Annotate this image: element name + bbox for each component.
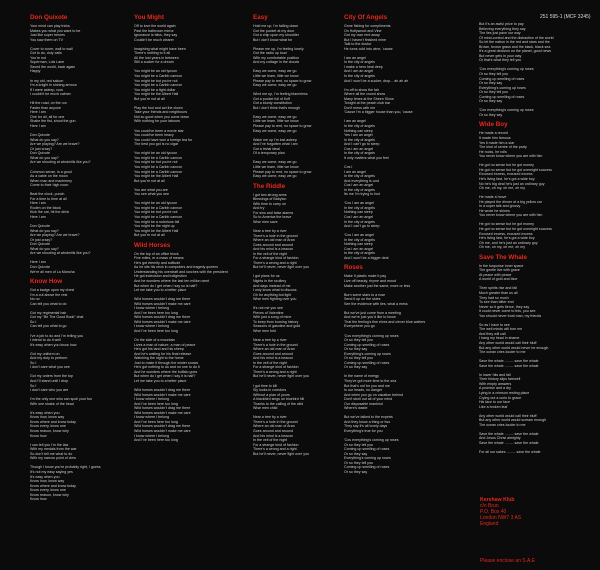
song-title: You Might — [134, 14, 164, 21]
song-lyrics: In the turquoise inner space The gentle live with grace At peace with peace A world of gold and blue Their spirits rise and fall Much greater than us all They had so much To see than bitter end Never so it gets fierce, they say It could never come to this, you see You should never trust man, my friends So as I have to see The well minds will turn me And they will call I hang my head in shame Any other world would call their bluff But any other world would never be enough The ocean cries louder to me Save the whale ......... save the whale Save the whale ......... save the whale In lower hits and fall Their history slips farewell With empty answers A promise and a dry Lying in a crimson resting place Crying out a curio to grace His face to our face Like a broken leaf Any other world would call their bluff But any other world would scream enough The ocean cries louder to me Save the whale ......... save the whale And Jesus Christ almighty Save the whale ......... save the whale For all our sakes ......... save the whale — [479, 263, 549, 455]
song-title: Don Quixote — [30, 14, 68, 21]
song-lyrics: Gone fishing for compliments On Hollywood and Vine Got my own rent away But I haven't finished mine Talk to the doctor He turns cold into wine, 'cause I am an angel In the city of angels I make a hero heal deep And I am an angel In the city of angels And I won't be a sucker, drop... ah ah ah I'm off to show the fair Where all the crowd show Many times at the Sheen Show Tonight at the peach club bar Don't mess with me 'Cause I'm a bigger house than you, 'cause I am an angel In the city of angels Nothing can sleep Yes I am an angel In the city of angels And I can't go to sleep Cos I am an angel In the city of angels It only matters what you feel Cos I I am an angel In the city of angels And everything is cool Cos I am an angel In the city of angels Its me I'm trying to fool 'Cos I am an angel In the city of angels Nothing can sleep Cos I am an angel In the city of angels And I can't go to sleep 'Cos I am an angel In the city of angels Nothing can sleep Cos I am an angel In the city of angels And I won't be a bigger deal — [344, 24, 413, 260]
song-lyrics: He made a record It made him famous Yes it made him a star The kind of centre of the party He rocks, he rolls You never know where you are with him He got no sense but he got money He got no sense but he got overnight success Excused excess, excused excess He's living fast, he's got a wide boy No he's big deal he's just an ordinary guy Oh me, oh my, oh me, oh my He made a move He played the dinner of a big yellow car In a super talk and groovy He wrote he shines You never know where you are with him He got no sense but he got money He got no sense but he got overnight success Excused excess, excused excess He's living fast, he's got a wide boy Oh me, and he's just an ordinary guy Oh me, oh my, oh me, oh my — [479, 131, 552, 250]
song-save-the-whale — [479, 254, 597, 455]
song-roses — [344, 264, 456, 474]
song-lyrics: I got two strong arms Blessings of Babylon With time to carry on And try For sins and false alarms So to America the brave Wise men save Near a tree by a river There's a hole in the ground Where an old man of Aran Goes around and around And his mind is a beacon In the veil of the night For a strange kind of fashion There's a wrong and a right But he'll never, never fight over you I got plans for us Nights in the scullery And days instead of me I only know what to discuss Oh for anything but light Wise men fighting over you It's not me you see Pieces of Valentine With just a song of mine To keep from burning history Seasons of gasoline and gold Wise men fold Near a tree by a river There's a hole in the ground Where an old man of Aran Goes around and around And his mind is a beacon In the veil of the night For a strange kind of fashion There's a wrong and a right But he'll never, never fight over you I got time to kill Sly looks in corridors Without a plan of yours A blackbird sings on bluebird hill Thanks to the calling of the wild Wise men child Near a tree by a river There's a hole in the ground Where an old man of Aran Goes around and around And his mind is a beacon In the veil of the night For a strange kind of fashion There's a wrong and a right But he'll never, never fight over you — [253, 192, 310, 456]
song-lyrics: Make it plastic make it pay Live off beauty, rhyme and mood Make another just the same, more or less Burn some stars to a rose Send it up on the skies See the evidence with lies, what a mess But we've just come from a meeting And we're just you'd like to know That the feeling's fine elves and clever blue waiters Everywhere you go 'Cos everything's coming up roses Or so they tell you Coming up smelling of roses Or so they say Everything's coming up roses Or so they tell you Coming up smelling of roses Or so they say In the name of energy They've got more time to the sea But that's not for you and me In our heads, no danger And when you go on vacation behind Don't stroll out all of your mind Our disposable mankind Where's waste But we've talked to the experts And they know a thing or two They say it's all lovely days Everything's true for you 'Cos everything's coming up roses Or so they tell you Coming up smelling of roses Or so they say Everything's coming up roses Or so they tell you Coming up smelling of roses Or so they say — [344, 274, 426, 474]
fan-club-address-lines: c/o Brun P.O. Box 40 London NW7 3 AS England — [480, 503, 522, 527]
song-lyrics: Got a badge upon my chest I'm a cut above the rest No no Can tell you what to do Got my regimental hair Got my "Be The Good Book" chat So I Can tell you what to go I've a job to do and I'm telling you I intend to do it well It's easy when you know how Got my uniform on And my duty to perform So I I don't care what you see Got my orders from the top And I'll stand until I drop So I I don't care who you are I'm the only one who can spoil your fun With one shake of the head It's easy when you Know how, know way Know where and know today Know every, know one Know reason, know why Know how I can tell you I'm the law With my medals from the war So don't tell me what to do With my narrow point of view Though I know you're probably right, I guess It's not my easy saying yes It's easy when you Know how, know way Know where and know today Know every, know one Know reason, know why Know how — [30, 288, 101, 502]
song-wide-boy — [479, 121, 597, 249]
catalog-number: 251 595-1 (MCF 3245) — [540, 14, 591, 20]
song-lyrics: Off to love the world again Past the bathroom mirror Ignorance is bliss, they say Couldn't be much clearer Imagining what might have been There's nothing to it all All the lost years in between Still a sucker for a dream You might be an old tycoon You might be a Caribb cannon You might be but you're not You might be a Caribb cannon You might be a tight dollar You might be the Albert Hall But you're not at all Play the fool and act the clown Take your friends and neighbours Not so good when you come down With nothing for your labours You could've been a movie star You could've been heavy You could have won a foreign tea for The best you got is no cigar You might be an old tycoon You might be a Caribb cannon You might be but you're not You might be a Caribb cannon You might be a Caribb cannon You might be the Albert Hall But you're not at all You are what you are You see what you see You might be an old tycoon You might be a Caribb cannon You might be but you're not You might be a Caribb cannon You might be a notorious fall You might be the night up You might be the Albert Hall But you're not at all — [134, 24, 193, 238]
song-title: Save The Whale — [479, 253, 527, 261]
song-you-might — [134, 14, 246, 238]
fan-club-address — [480, 497, 590, 527]
song-title: Roses — [344, 264, 363, 272]
song-title: Easy — [253, 14, 268, 21]
address-note: Please enclose an S.A.E — [480, 558, 536, 564]
song-title: City Of Angels — [344, 14, 388, 21]
fan-club-name: Kershaw Klub — [480, 497, 515, 503]
song-roses-continued — [479, 22, 597, 117]
song-title: The Riddle — [253, 182, 286, 190]
song-lyrics: On the top of an office block Five miles, or a mass of means He's got eternity and solitude As he sits his neck in computers and tragedy queens Understanding his overdraft and lunches with the president He got indecision and indigestion And he wonders where the last ten million went But when do I get when I say so is half? Let me take you to a better place Wild horses wouldn't drag me there Wild horses wouldn't make me care I know where I belong And I've been here too long Wild horses wouldn't drag me there Wild horses wouldn't make me care I know where I belong And I've been here too long On the side of a mountain Lives a man of nature, a man of peace He's got his land and his sheep And he's waiting for his final release Watching the night to the home Just to make it through the winter snows He's got nothing to do and no one to do it And he wonders where the buffalo goes But when do I get when I say it is half? Let me take you to a better place Wild horses wouldn't drag me there Wild horses wouldn't make me care I know where I belong And I've been here too long Wild horses wouldn't drag me there Wild horses wouldn't make me care I know where I belong And I've been here too long Wild horses wouldn't drag me there Wild horses wouldn't make me care I know where I belong And I've been here too long — [134, 251, 228, 443]
song-wild-horses — [134, 242, 246, 443]
lyrics-column-1 — [30, 14, 142, 506]
song-title: Wild Horses — [134, 241, 171, 249]
song-city-of-angels — [344, 14, 456, 260]
song-title: Know How — [30, 278, 63, 286]
song-don-quixote — [30, 14, 142, 274]
lyrics-column-5 — [479, 14, 597, 459]
lyrics-column-4 — [344, 14, 456, 479]
song-know-how — [30, 278, 142, 502]
song-lyrics: Your mind can play tricks Makes you what you want to be Just like super heroes You saw them on TV Cover to cover, wall to wall Got to do, duty calls You're not Superman, Lois Lane Saved the world, back again Happy In my old, red saloon I'm a knight in shining armour If I were asleep, now I couldn't be much calmer Hit the road, on the run Faster than anyone Here I am One for all, all for one Shake the fist, shoot the gun Here I am Don Quixote What do you say? Are we playing? Are we brave? Or just crazy? Don Quixote What do you say? Are we shooting at windmills like you? Common sense, is a good As a cable on the moon When man and machinery Come to their high noon Beat the clock, punch For a time to time at all Here I am Roden on the block Kick the cat, hit the drink Here I am Don Quixote What do you say? Are we playing? Are we brave? Or just crazy? Don Quixote What do you say? Are we shooting at windmills like you? Here I am Don Quixote We're all men of La Mancha — [30, 24, 91, 274]
song-lyrics: Hold me up, I'm falling down Got the pocket at my door Got a chip upon my shoulder But I don't know what for Please me up, I'm feeling lonely Got the radio up loud With my comfortable position And my cottage in the clouds Easy we come, easy we go Little we learn, little we know Please pay to rent, no space to grow Easy we come, easy we go Wind me up, I'm feeling blameless Got a pocket full of fluff Got a sturdy constitution But I don't think that's enough Easy we come, easy we go Little we learn, little we know Please pay to rent, no space to grow Easy we come, easy we go Wake me up I'm lost asleep And I've forgotten what I am Got a trivial ideal Of a temporary plan Easy we come, easy we go Little we learn, little we know Please pay to rent, no space to grow Easy we come, easy we go — [253, 24, 312, 179]
song-title: Wide Boy — [479, 121, 508, 129]
song-lyrics: But it's an awful price to pay Believing everything they say The lies just pave our way Of mind-control and the distraction of the world So let the nation in the red and stars and the Brown, brown grass and the black, black sea It's a great decision on the planet, good news But never gets in your way Or that's what they tell you 'Cos everything's coming up roses Or so they tell you Coming up smelling of roses Or so they say Everything's coming up roses Or so they tell you Coming up smelling of roses Or so they say 'Cos everything's coming up roses Or so they say — [479, 22, 554, 117]
lyrics-column-2 — [134, 14, 246, 447]
